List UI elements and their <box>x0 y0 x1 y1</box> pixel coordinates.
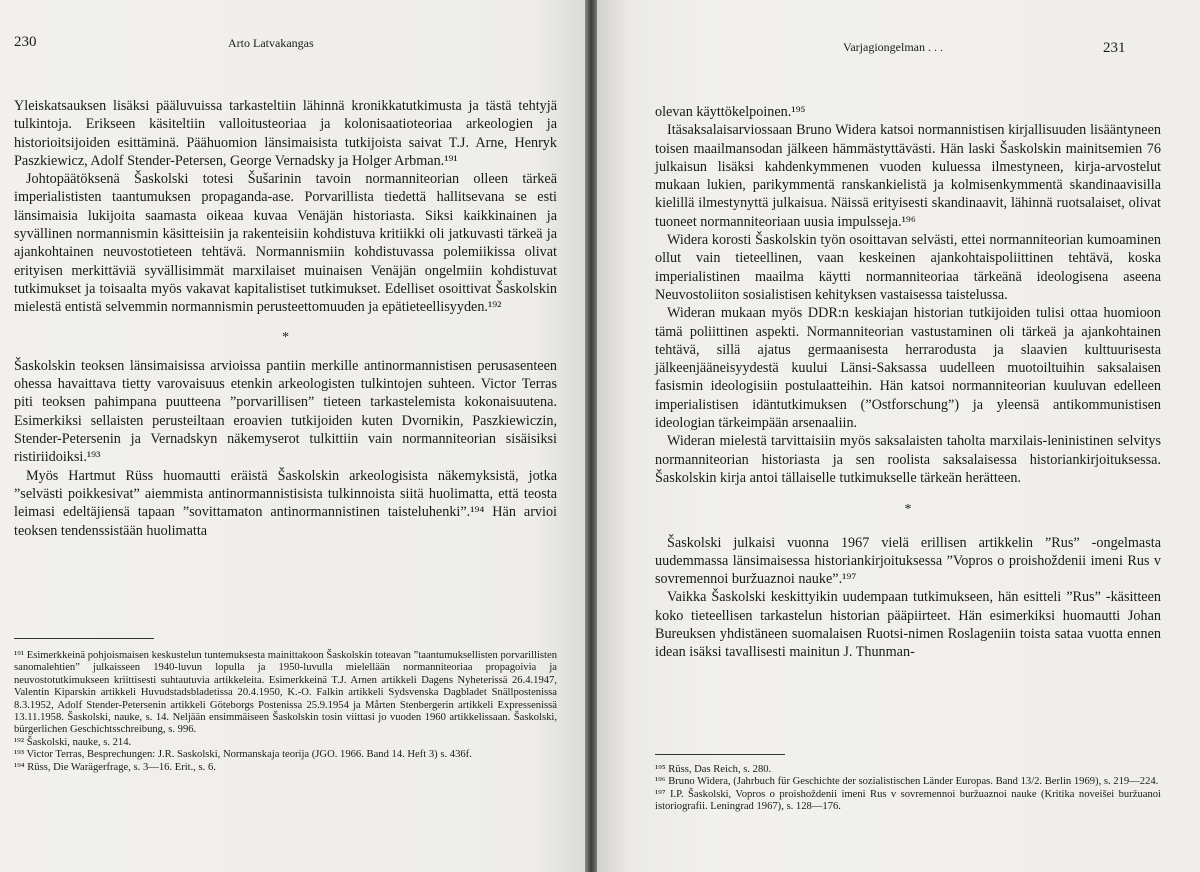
paragraph: Itäsaksalaisarviossaan Bruno Widera katsoi normannistisen kirjallisuuden lisääntyneen toisen maailmansodan jälkeen hämmästyttävästi. Hän laski Šaskolskin mainitsemien 76 julkaisun lisäksi kahdenkymmenen vuoden kuluessa ilmestyneen, kirja-arvostelut mukaan lukien, parikymmentä ranskankielistä ja kolmisenkymmentä skandinaavisilla kielillä ilmestynyttä julkaisua. Näissä erityisesti skandinaavit, lähinnä ruotsalaiset, olivat tuoneet normanniteoriaan uusia impulsseja.¹⁹⁶ <box>655 122 1161 230</box>
paragraph: olevan käyttökelpoinen.¹⁹⁵ <box>655 104 806 120</box>
paragraph: Yleiskatsauksen lisäksi pääluvuissa tarkasteltiin lähinnä kronikkatutkimusta ja tästä tehtyjä tulkintoja. Erikseen käsiteltiin valloitusteoriaa ja kolonisaatioteoriaa arkeologien ja historioitsijoiden esittäminä. Päähuomion länsimaisista tutkijoista saivat T.J. Arne, Henryk Paszkiewicz, Adolf Stender-Petersen, George Vernadsky ja Holger Arbman.¹⁹¹ <box>14 98 557 169</box>
paragraph: Widera korosti Šaskolskin työn osoittavan selvästi, ettei normanniteorian kumoaminen ollut vain tieteellinen, vaan keskeinen ajankohtaispoliittinen tehtävä, koska imperialistinen maailma käytti normanniteoriaa tärkeänä ideologisena aseena Neuvostoliiton sosialistisen kehityksen vastaisessa taistelussa. <box>655 232 1161 303</box>
left-running-head: Arto Latvakangas <box>228 36 314 50</box>
section-break: * <box>282 329 289 345</box>
paragraph: Vaikka Šaskolski keskittyikin uudempaan tutkimukseen, hän esitteli ”Rus” -käsitteen koko tieteellisen tarkastelun historian pääpiirteet. Hän esimerkiksi huomautti Johan Bureuksen yhdistäneen suomalaisen Ruotsi-nimen Roslageniin toista sataa vuotta ennen idean isäksi tavallisesti mainitun J. Thunman- <box>655 589 1161 661</box>
paragraph: Myös Hartmut Rüss huomautti eräistä Šaskolskin arkeologisista näkemyksistä, jotka ”selvästi poikkesivat” aiemmista antinormannistisista tulkinnoista siitä huolimatta, että teosta leimasi edeltäjiensä tapaan ”sovittamaton antinormannistinen taisteluhenki”.¹⁹⁴ Hän arvioi teoksen tendenssistään huolimatta <box>14 467 557 539</box>
book-spine <box>585 0 597 872</box>
footnote-rule <box>14 638 154 639</box>
footnote: ¹⁹¹ Esimerkkeinä pohjoismaisen keskustelun tuntemuksesta mainittakoon Šaskolskin toteavan ”taantumuksellisten porvarillisten sanomalehtien” julkaisseen 1940-luvun lopulla ja 1950-luvulla mielellään normanniteoriaa propagoivia ja neuvostotutkimukseen kriittisesti suhtautuvia artikkeleita. Esimerkkeinä T.J. Arnen artikkeli Dagens Nyheterissä 26.4.1947, Valentin Kiparskin artikkeli Huvudstadsbladetissa 20.4.1950, K.-O. Falkin artikkeli Sydsvenska Dagbladet Snällpostenissa 8.3.1952, Adolf Stender-Petersenin artikkeli Göteborgs Postenissa 25.9.1954 ja Mårten Stenbergerin artikkeli Expressenissä 13.11.1958. Šaskolski, nauke, s. 14. Neljään ensimmäiseen Šaskolskin tosin viittasi jo vuoden 1960 artikkelissaan. Šaskolski, bürgerlichen Geschichtsschreibung, s. 996. <box>14 650 557 736</box>
footnote: ¹⁹³ Victor Terras, Besprechungen: J.R. Saskolski, Normanskaja teorija (JGO. 1966. Band 14. Heft 3) s. 436f. <box>14 749 472 761</box>
paragraph: Wideran mukaan myös DDR:n keskiajan historian tutkijoiden tulisi ottaa huomioon tämä poliittinen aspekti. Normanniteorian vastustaminen oli tärkeä ja ajankohtainen tehtävä, sillä ajatus germaanisesta herrarodusta ja slaavien kulttuurisesta jälkeenjääneisyydestä kuului Länsi-Saksassa uudelleen muotoiltuihin saksalaisen fasismin ideologisiin postulaatteihin. Hän katsoi normanniteorian kuuluvan edelleen imperialistisen idäntutkimuksen (”Ostforschung”) ja yleensä antikommunistisen ideologian tärkeimpään arsenaaliin. <box>655 305 1161 432</box>
section-break: * <box>904 502 912 518</box>
right-page-number: 231 <box>1103 40 1126 56</box>
footnote: ¹⁹⁵ Rüss, Das Reich, s. 280. <box>655 764 772 775</box>
paragraph: Johtopäätöksenä Šaskolski totesi Šušarinin tavoin normanniteorian olleen tärkeä imperialististen taantumuksen propaganda-ase. Porvarillista tiedettä hallitsevana se esti länsimaisia lukijoita saamasta oikeaa kuvaa Venäjän historiasta. Siksi kaikkinainen ja syvällinen normannismin käsitteisiin ja rakenteisiin kohdistuva kritiikki oli jatkuvasti tärkeä ja ajankohtainen neuvostotieteen tehtävä. Normannismiin kohdistuvassa polemiikissa olivat erityisen merkittäviä syvällisimmät marxilaiset muinaisen Venäjän ongelmiin kohdistuvat tutkimukset ja toisaalta myös vakavat kapitalistiset tutkimukset. Edelliset osoittivat Šaskolskin mielestä entistä selvemmin normannismin perusteettomuuden ja epätieteellisyyden.¹⁹² <box>14 171 557 316</box>
right-page <box>593 0 1200 872</box>
right-footnotes <box>655 764 1161 814</box>
paragraph: Šaskolski julkaisi vuonna 1967 vielä erillisen artikkelin ”Rus” -ongelmasta uudemmassa länsimaisessa historiankirjoituksessa ”Vopros o proishoždenii imeni Rus v sovremennoi buržuaznoi nauke”.¹⁹⁷ <box>655 534 1161 588</box>
left-body <box>14 97 557 540</box>
left-page <box>0 0 593 872</box>
footnote-rule <box>655 754 785 755</box>
right-running-head: Varjagiongelman . . . <box>843 40 943 54</box>
footnote: ¹⁹² Šaskolski, nauke, s. 214. <box>14 736 132 748</box>
footnote: ¹⁹⁷ I.P. Šaskolski, Vopros o proishoždenii imeni Rus v sovremennoi buržuaznoi nauke (Kritika noveišei buržuanoi istoriografii. Leningrad 1967), s. 128—176. <box>655 788 1161 813</box>
right-body <box>655 103 1161 662</box>
footnote: ¹⁹⁶ Bruno Widera, (Jahrbuch für Geschichte der sozialistischen Länder Europas. Band 13/2. Berlin 1969), s. 219—224. <box>655 776 1159 788</box>
paragraph: Šaskolskin teoksen länsimaisissa arvioissa pantiin merkille antinormannistisen perusasenteen ohessa havaittava tietty varovaisuus etenkin arkeologisten tulkintojen suhteen. Victor Terras piti teoksen pahimpana puutteena ”porvarillisen” tieteen tarkastelemista kokonaisuutena. Esimerkiksi sellaisten perusteiltaan eroavien tutkijoiden kuten Dvornikin, Paszkiewiczin, Stender-Petersenin ja Vernadskyn näkemyserot tulkittiin vain normanniteorian sisäisiksi ristiriidoiksi.¹⁹³ <box>14 357 557 466</box>
left-page-number: 230 <box>14 34 37 50</box>
left-footnotes <box>14 650 557 774</box>
paragraph: Wideran mielestä tarvittaisiin myös saksalaisten taholta marxilais-leninistinen selvitys normanniteorian historiasta ja sen roolista saksalaisessa historiankirjoituksessa. Šaskolskin kirja antoi tällaiselle tutkimukselle tärkeän herätteen. <box>655 433 1161 486</box>
footnote: ¹⁹⁴ Rüss, Die Warägerfrage, s. 3—16. Erit., s. 6. <box>14 761 216 773</box>
